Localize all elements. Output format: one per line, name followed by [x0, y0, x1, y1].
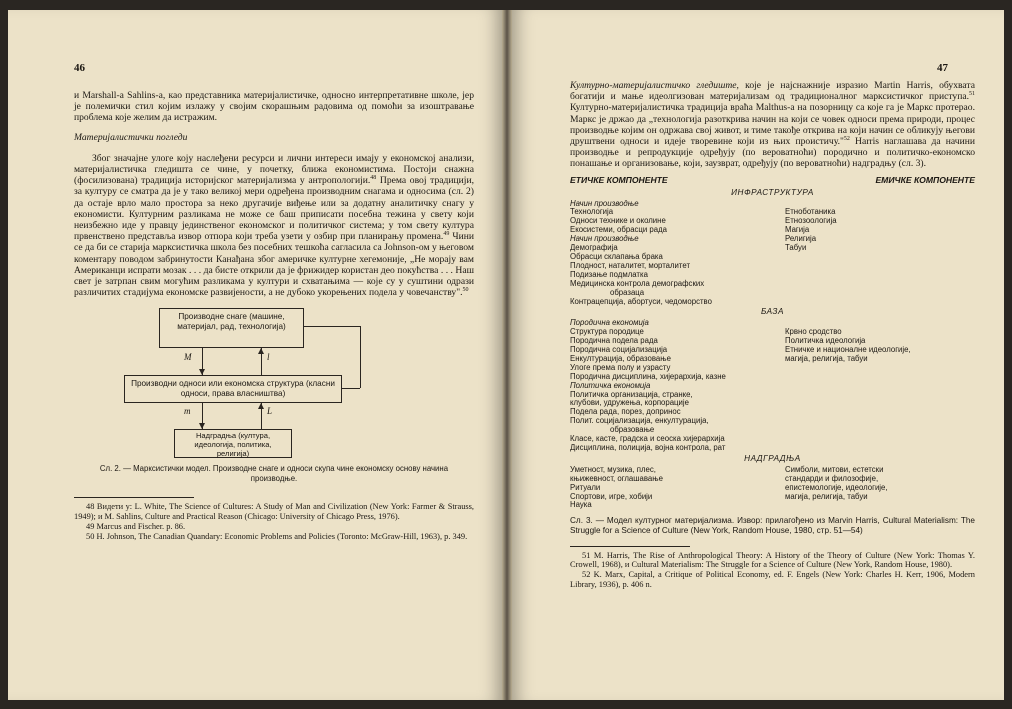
figure-3-caption: Сл. 3. — Модел културног материјализма. Извор: прилагођено из Marvin Harris, Cultural Materialism: The Struggle for a Science of Culture (New York, Random House, 1980, стр. 51—54)	[570, 516, 975, 535]
footnote-ref: 51	[969, 91, 975, 98]
table-row	[570, 235, 975, 244]
table-header	[570, 176, 975, 187]
footnote-52: 52 K. Marx, Capital, a Critique of Political Economy, ed. F. Engels (New York: Charles H. Kerr, 1906, Modern Library, 1936), p. 406 n.	[570, 570, 975, 589]
book-gutter	[502, 10, 512, 700]
emic-cell: епистемологије, идеологије,	[785, 482, 888, 492]
etic-cell: Технологија	[570, 207, 614, 217]
etic-cell: Спортови, игре, хобији	[570, 491, 653, 501]
footnote-ref: 50	[462, 287, 469, 294]
etic-cell: Подела рада, порез, допринос	[570, 407, 681, 417]
etic-cell: Политичка организација, странке,	[570, 389, 693, 399]
footnote-rule	[74, 497, 194, 498]
label-m: m	[184, 406, 191, 417]
table-row	[570, 298, 975, 307]
emic-cell	[785, 373, 975, 382]
etic-cell: Полит. социјализација, енкултурација,	[570, 416, 709, 426]
etic-cell: Медицинска контрола демографских	[570, 278, 705, 288]
etic-cell: Демографија	[570, 243, 618, 253]
relations-of-production-box: Производни односи или економска структура (класни односи, права власништва)	[124, 375, 342, 403]
etic-cell: Политичка економија	[570, 380, 651, 390]
productive-forces-box: Производне снаге (машине, материјал, рад, технологија)	[159, 308, 304, 348]
left-column	[74, 90, 474, 541]
etic-cell: клубови, удружења, корпорације	[570, 398, 689, 408]
emic-cell: Симболи, митови, естетски	[785, 464, 884, 474]
etic-cell: Екосистеми, обрасци рада	[570, 225, 667, 235]
etic-cell: Односи технике и околине	[570, 216, 666, 226]
footnote-ref: 48	[370, 175, 377, 182]
table-row	[570, 501, 975, 510]
cultural-materialism-table	[570, 176, 975, 511]
footnote-50: 50 H. Johnson, The Canadian Quandary: Economic Problems and Policies (Toronto: McGraw-Hill, 1963), p. 349.	[86, 531, 468, 541]
etic-cell: Дисциплина, полиција, војна контрола, рат	[570, 443, 726, 452]
emic-cell	[785, 501, 975, 510]
footnote-48: 48 Видети у: L. White, The Science of Cultures: A Study of Man and Civilization (New York: Farmer & Strauss, 1949); и M. Sahlins, Culture and Practical Reason (Chicago: University of Chicago Press, 1976).	[74, 502, 474, 522]
emic-cell	[785, 399, 975, 408]
section-title: Материјалистички погледи	[74, 131, 188, 143]
emic-cell: Магија	[785, 225, 810, 235]
footnote-ref: 49	[443, 231, 450, 238]
footnote-51: 51 M. Harris, The Rise of Anthropological Theory: A History of the Theory of Culture (New York: Thomas Y. Crowell, 1968), и Cultural Materialism: The Struggle for a Science of Culture (New York, Random House, 1980).	[570, 550, 975, 570]
etic-cell: Уметност, музика, плес,	[570, 464, 656, 474]
emic-cell	[785, 262, 975, 271]
etic-heading: ЕТИЧКЕ КОМПОНЕНТЕ	[570, 174, 668, 185]
intro-paragraph: и Marshall-a Sahlins-a, као представника материјалистичке, односно интерпретативне школе, јер је полемички стил којим излажу у својим скорашњим радовима од помоћи за изоштравање проблема које желим да истражим.	[74, 90, 474, 124]
body-paragraph: Културно-материјалистичко гледиште, које је најснажније изразио Martin Harris, обухвата богатији и мање идеолгизован материјализам од традиционалног марксистичког приступа.$^{51}$ Културно-материјалистичка традиција враћа Malthus-а на позорницу са које га је Маркс протерао. Маркс је држао да „технологија разоткрива начин на који се човек односи према природи, процес производње којим он одржава свој живот, и тиме такође открива на који начин се обликују његови друштвени односи и идеје творевине који из њих проистичу."$^{52}$ Harris наглашава да начини производње и репродукције одређују (по вероватноћи) породично и политичко-економско понашање и организовање, који, заузврат, одређују (по вероватноћи) надградњу (сл. 3).	[570, 80, 975, 170]
etic-cell: књижевност, оглашавање	[570, 473, 663, 483]
table-row	[570, 200, 975, 209]
etic-cell: Обрасци склапања брака	[570, 251, 663, 261]
table-row	[570, 475, 975, 484]
etic-cell: образовање	[610, 425, 655, 435]
etic-cell: Породична подела рада	[570, 336, 658, 346]
emic-cell	[785, 444, 975, 453]
base-rows	[570, 319, 975, 453]
emic-cell: магија, религија, табуи	[785, 491, 868, 501]
emic-cell: Табуи	[785, 243, 807, 253]
etic-cell: Контрацепција, абортуси, чедоморство	[570, 296, 712, 306]
etic-cell: Начин производње	[570, 234, 639, 244]
etic-cell: Породична социјализација	[570, 345, 668, 355]
page-number-left: 46	[74, 62, 85, 74]
emic-cell: Религија	[785, 234, 817, 244]
emic-cell	[785, 382, 975, 391]
superstructure-box: Надградња (култура, идеологија, политика, религија)	[174, 429, 292, 458]
emic-cell: магија, религија, табуи	[785, 353, 868, 363]
body-paragraph: Због значајне улоге коју наслеђени ресурси и лични интереси имају у економској анализи, материјалистичка гледишта се чине, у почетку, ближа економистима. Постоји снажна (фосилизована) традиција историјског материјализма у антропологији.$^{48}$ Према овој традицији, за културу се сматра да је у тако великој мери одређена производним снагама и односима (сл. 2) да остаје врло мало простора за неко другачије виђење или за додатну аналитичку снагу у економисти. Културним разликама не може се баш приписати посебна тежина у свету који неизбежно иде у правцу јединственог економског и политичког система; у том свету култура првенствено представља извор отпора који треба узети у озбир при планирању промена.$^{49}$ Чини се да би се старија марксистичка школа без посебних тешкоћа сагласила са Johnson-ом у његовом коментару поводом забринутости Канађана због америчке културне хегемоније, „Не морају вам Американци испрати мозак . . . да бисте открили да је фрижидер користан део покућства . . . Наш свет је затрпан свим могућим разликама у култури и схватањима — које су у суштини одрази различитих стадијума економске развијености, а не дубоко укорењених подела у човечанству".$^{50}$	[74, 152, 474, 299]
etic-cell: Породична дисциплина, хијерархија, казне	[570, 371, 726, 381]
infrastructure-heading: ИНФРАСТРУКТУРА	[731, 187, 814, 197]
etic-cell: Подизање подмлатка	[570, 269, 648, 279]
label-L: L	[267, 406, 273, 417]
etic-cell: Ритуали	[570, 482, 601, 492]
right-page	[512, 10, 1004, 700]
superstructure-heading: НАДГРАДЊА	[744, 453, 801, 463]
table-row	[570, 493, 975, 502]
emic-cell	[825, 426, 975, 435]
emic-cell	[785, 280, 975, 289]
marxist-model-diagram	[74, 308, 474, 458]
footnote-49: 49 Marcus and Fischer. p. 86.	[86, 521, 186, 531]
emic-cell: Етноботаника	[785, 207, 836, 217]
footnote-rule	[570, 546, 690, 547]
emic-cell	[785, 298, 975, 307]
footnote-ref: 52	[843, 135, 850, 142]
emic-cell	[785, 391, 975, 400]
superstructure-rows	[570, 466, 975, 511]
right-column	[570, 80, 975, 590]
emic-cell	[785, 364, 975, 373]
etic-cell: Структура породице	[570, 327, 644, 337]
emic-heading: ЕМИЧКЕ КОМПОНЕНТЕ	[875, 174, 975, 185]
left-page	[8, 10, 502, 700]
emic-cell	[785, 271, 975, 280]
base-heading: БАЗА	[760, 307, 785, 317]
emic-cell	[785, 417, 975, 426]
etic-cell: Улоге према полу и узрасту	[570, 362, 671, 372]
label-l: l	[267, 352, 270, 363]
etic-cell: Енкултурација, образовање	[570, 353, 671, 363]
etic-cell: Класе, касте, градска и сеоска хијерархија	[570, 434, 725, 444]
infrastructure-rows	[570, 200, 975, 307]
etic-cell: Начин производње	[570, 198, 639, 208]
etic-cell: Породична економија	[570, 318, 649, 328]
page-number-right: 47	[937, 62, 948, 74]
emic-cell: Политичка идеологија	[785, 336, 866, 346]
label-M: M	[184, 352, 192, 363]
emic-cell: Етнозоологија	[785, 216, 837, 226]
figure-2-caption: Сл. 2. — Марксистички модел. Производне снаге и односи скупа чине економску основу начина производње.	[99, 464, 449, 483]
emic-cell	[785, 253, 975, 262]
emic-cell: Крвно сродство	[785, 327, 842, 337]
etic-cell: Наука	[570, 500, 592, 510]
emic-cell: Етничке и националне идеологије,	[785, 345, 911, 355]
emic-cell	[785, 435, 975, 444]
table-row	[570, 444, 975, 453]
etic-cell: Плодност, наталитет, морталитет	[570, 260, 691, 270]
emic-cell: стандарди и филозофије,	[785, 473, 879, 483]
emic-cell	[785, 408, 975, 417]
etic-cell: образаца	[610, 287, 645, 297]
emic-cell	[825, 289, 975, 298]
